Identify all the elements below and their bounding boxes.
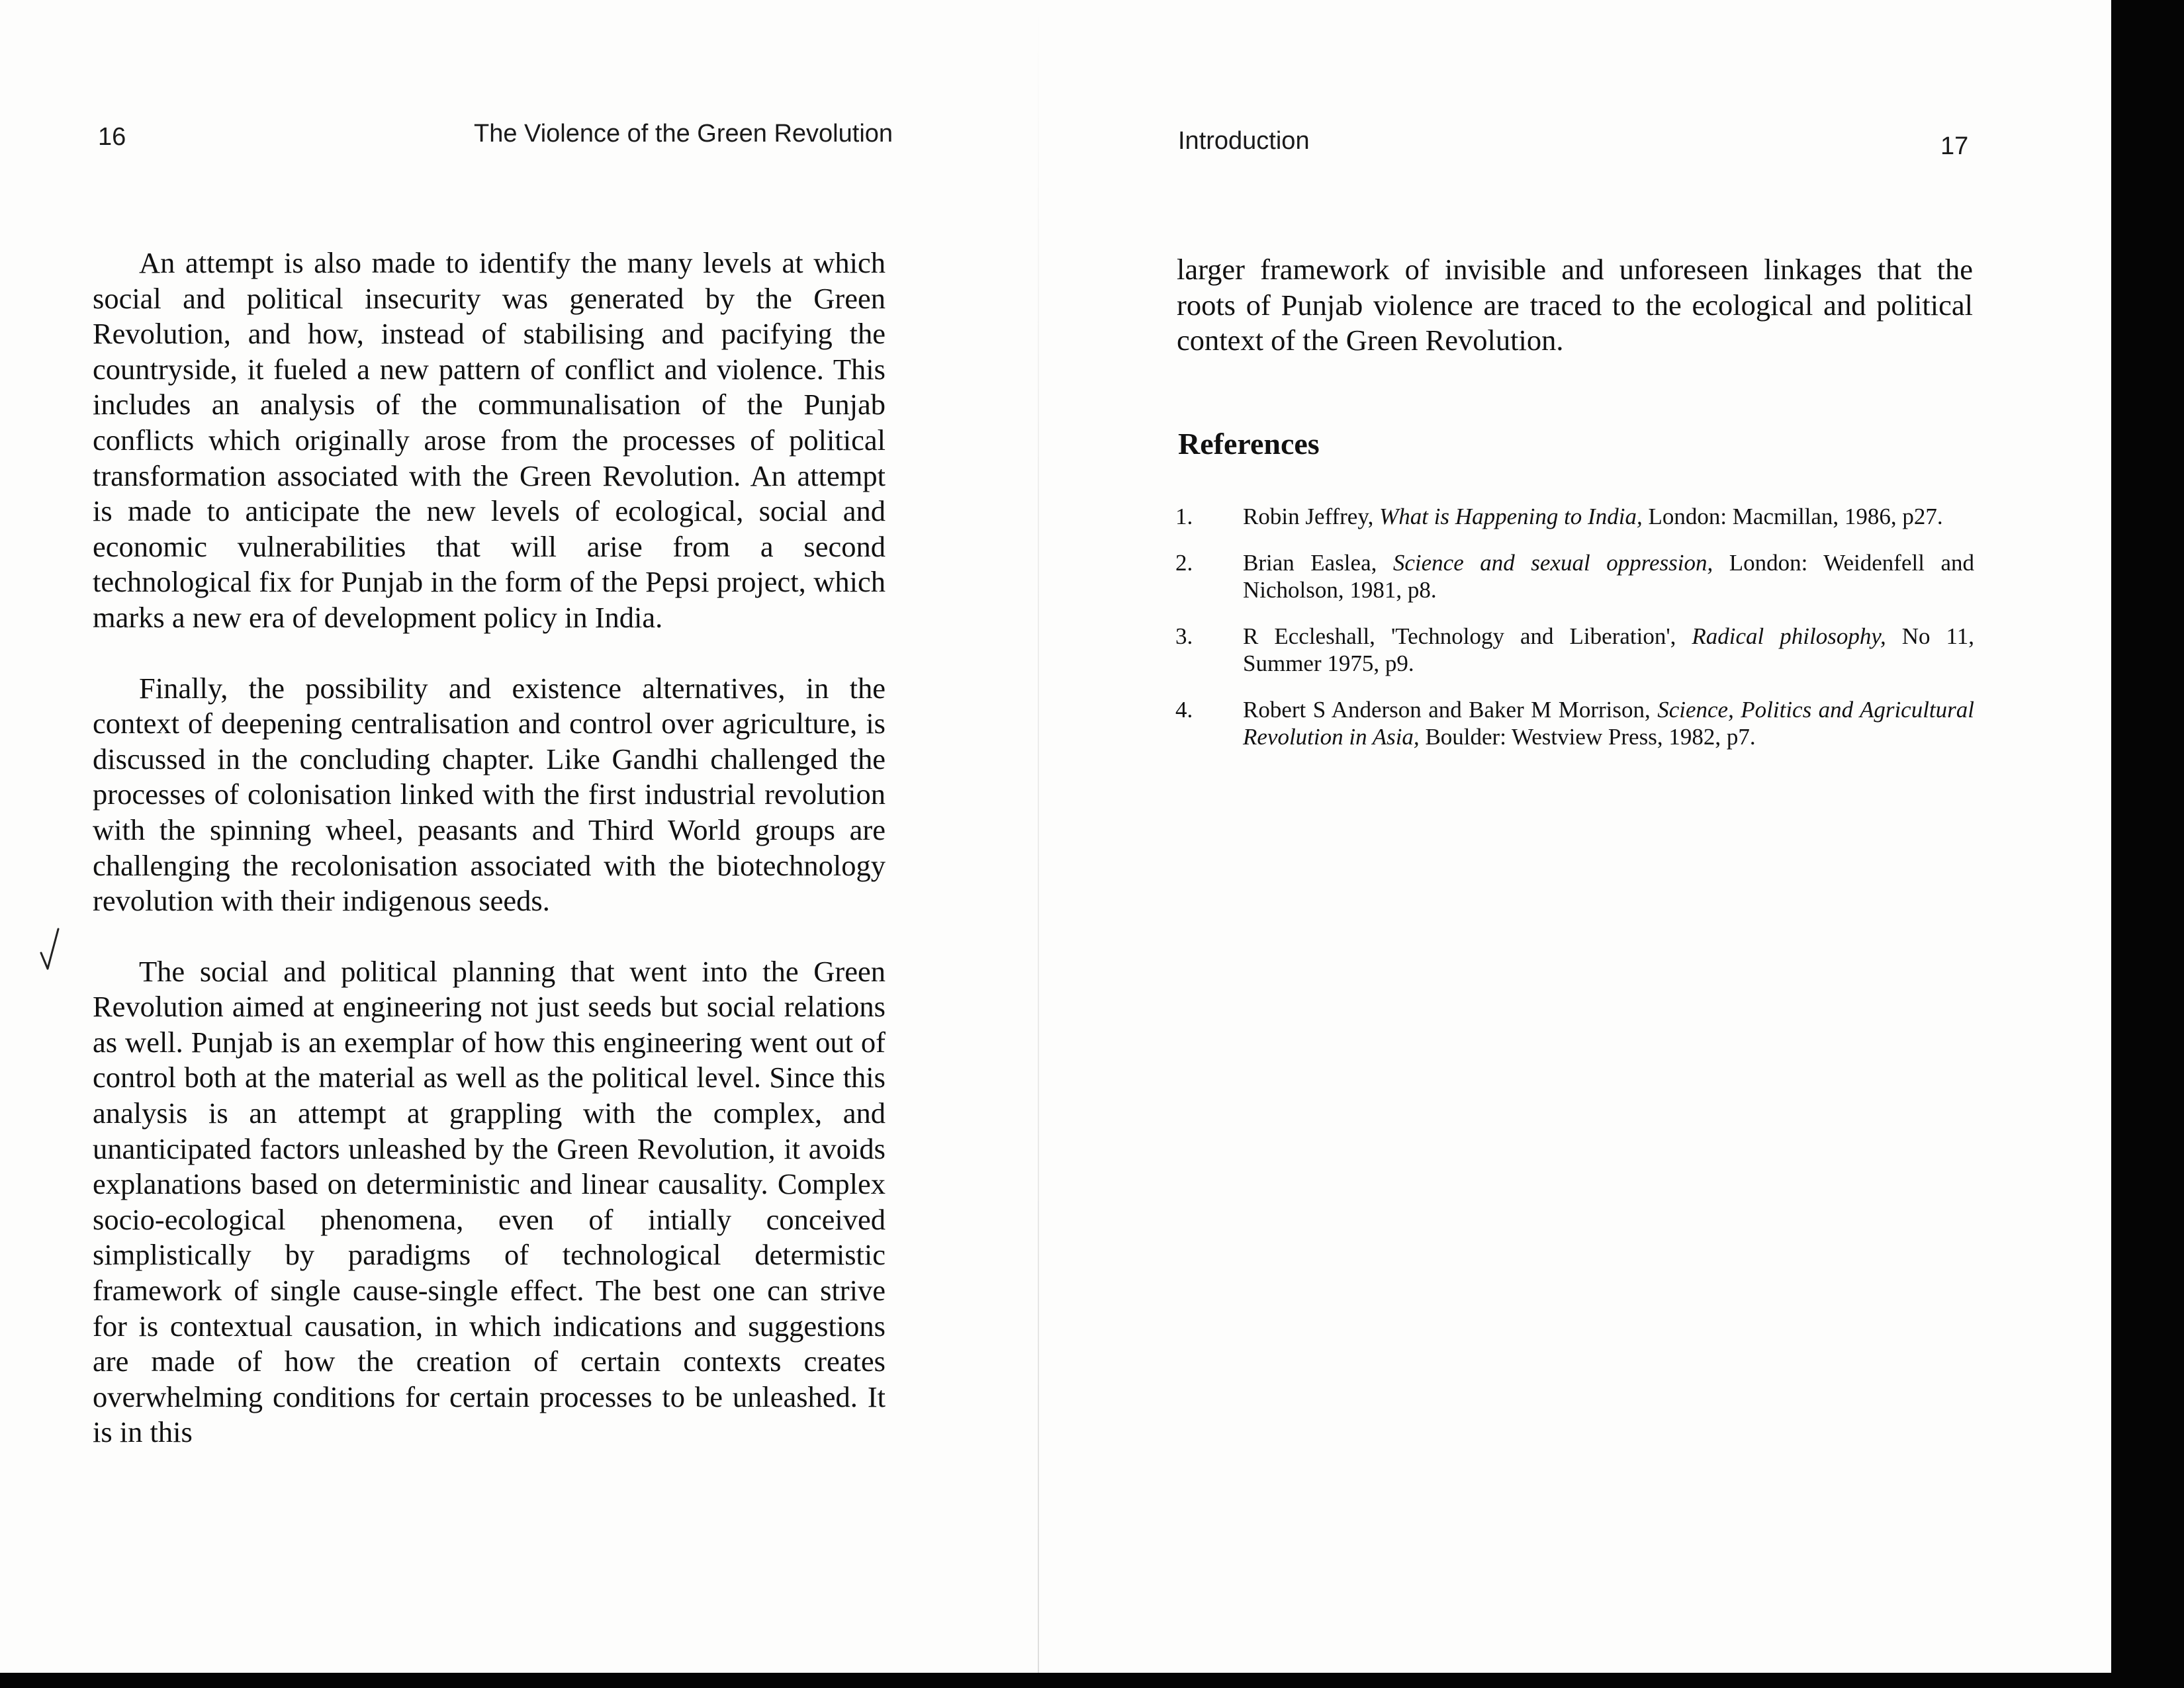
left-page-body (93, 245, 886, 1450)
page-gutter (1038, 0, 1039, 1673)
handwritten-checkmark-icon (38, 926, 65, 973)
reference-author: R Eccleshall, 'Technology and Liberation', (1243, 623, 1692, 649)
left-page-number: 16 (98, 123, 126, 151)
reference-publication: No 11, Summer 1975, p9. (1243, 623, 1974, 676)
right-page-body (1177, 252, 1973, 359)
reference-title: Science, Politics and Agricultural Revolution in Asia, (1243, 697, 1974, 750)
references-heading: References (1178, 427, 1320, 461)
reference-item (1175, 503, 1974, 530)
reference-publication: Boulder: Westview Press, 1982, p7. (1419, 724, 1756, 750)
scan-edge-bottom (0, 1673, 2184, 1688)
reference-number: 1. (1175, 504, 1193, 529)
paragraph: An attempt is also made to identify the many levels at which social and political insecurity was generated by the Green Revolution, and how, instead of stabilising and pacifying the countryside, it fueled a new pattern of conflict and violence. This includes an analysis of the communalisation of the Punjab conflicts which originally arose from the processes of political transformation associated with the Green Revolution. An attempt is made to anticipate the new levels of ecological, social and economic vulnerabilities that will arise from a second technological fix for Punjab in the form of the Pepsi project, which marks a new era of development policy in India. (93, 246, 886, 634)
reference-author: Brian Easlea, (1243, 550, 1393, 576)
reference-number: 4. (1175, 697, 1193, 723)
right-running-title: Introduction (1178, 127, 1310, 155)
paragraph: Finally, the possibility and existence alternatives, in the context of deepening centralisation and control over agriculture, is discussed in the concluding chapter. Like Gandhi challenged the processes of colonisation linked with the first industrial revolution with the spinning wheel, peasants and Third World groups are challenging the recolonisation associated with the biotechnology revolution with their indigenous seeds. (93, 671, 886, 918)
reference-title: Science and sexual oppression, (1392, 550, 1713, 576)
reference-title: Radical philosophy, (1692, 623, 1886, 649)
reference-publication: London: Macmillan, 1986, p27. (1642, 504, 1943, 529)
reference-item (1175, 549, 1974, 603)
reference-publication: London: Weidenfell and Nicholson, 1981, p8. (1243, 550, 1974, 603)
scan-edge-right (2111, 0, 2184, 1688)
reference-item (1175, 696, 1974, 750)
reference-number: 2. (1175, 550, 1193, 576)
paragraph: The social and political planning that went into the Green Revolution aimed at engineering not just seeds but social relations as well. Punjab is an exemplar of how this engineering went out of control both at the material as well as the political level. Since this analysis is an attempt at grappling with the complex, and unanticipated factors unleashed by the Green Revolution, it avoids explanations based on deterministic and linear causality. Complex socio-ecological phenomena, even of intially conceived simplistically by paradigms of technological determistic framework of single cause-single effect. The best one can strive for is contextual causation, in which indications and suggestions are made of how the creation of certain contexts creates overwhelming conditions for certain processes to be unleashed. It is in this (93, 954, 886, 1449)
references-list (1175, 503, 1974, 770)
reference-number: 3. (1175, 623, 1193, 649)
reference-author: Robin Jeffrey, (1243, 504, 1380, 529)
reference-author: Robert S Anderson and Baker M Morrison, (1243, 697, 1658, 723)
reference-item (1175, 623, 1974, 677)
right-page-number: 17 (1940, 132, 1969, 160)
left-running-title: The Violence of the Green Revolution (474, 120, 893, 148)
reference-title: What is Happening to India, (1379, 504, 1643, 529)
paragraph: larger framework of invisible and unforeseen linkages that the roots of Punjab violence are traced to the ecological and political context of the Green Revolution. (1177, 253, 1973, 357)
